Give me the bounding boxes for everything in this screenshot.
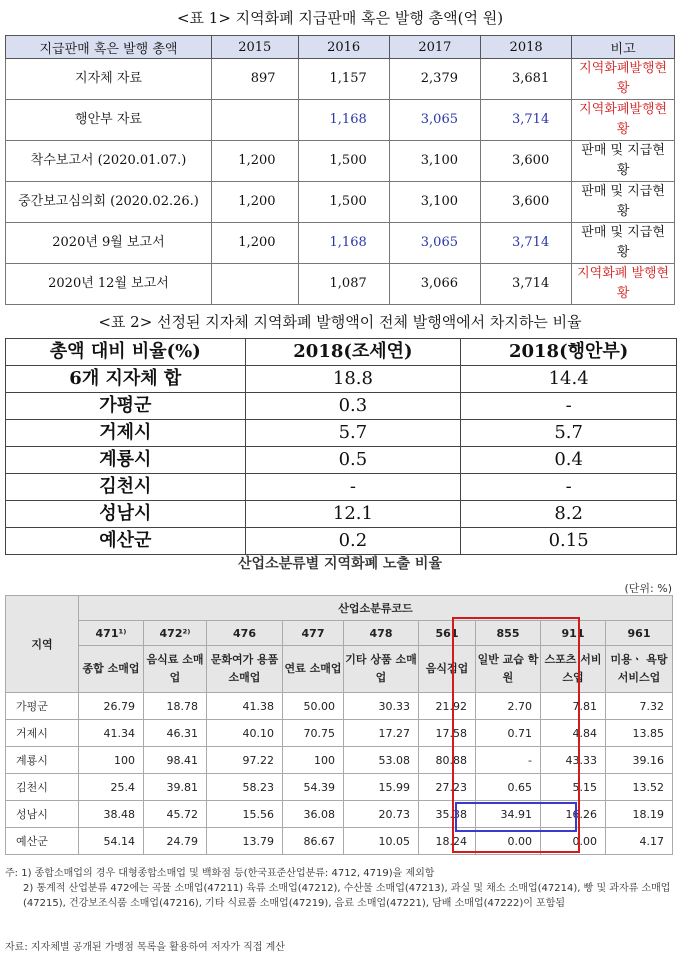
cell: 0.2 xyxy=(245,528,461,555)
footnote-2: 2) 통계적 산업분류 472에는 곡물 소매업(47211) 육류 소매업(47212), 수산물 소매업(47213), 과실 및 채소 소매업(47214), 빵 및 과자류 소매업(47215), 건강보조식품 소매업(47216), 기타 식료품 소매업(47219), 음료 소매업(47221), 담배 소매업(47222)이 포함됨 xyxy=(23,883,671,909)
cell: 14.4 xyxy=(461,366,677,393)
table-row xyxy=(6,774,673,801)
name-row xyxy=(6,646,673,693)
industry-name: 일반 교습 학원 xyxy=(476,646,541,693)
code-header: 476 xyxy=(207,621,283,646)
cell: 3,600 xyxy=(480,182,571,223)
note-cell: 지역화폐발행현황 xyxy=(572,100,675,141)
cell: 18.24 xyxy=(419,828,476,855)
table-row xyxy=(6,528,677,555)
table-row xyxy=(6,393,677,420)
column-header: 2017 xyxy=(389,36,480,59)
code-row xyxy=(6,621,673,646)
cell: 10.05 xyxy=(344,828,419,855)
row-label: 거제시 xyxy=(6,420,246,447)
industry-name: 기타 상품 소매업 xyxy=(344,646,419,693)
column-header: 2018 xyxy=(480,36,571,59)
cell: 17.58 xyxy=(419,720,476,747)
column-header: 2018(조세연) xyxy=(245,339,461,366)
note-cell: 판매 및 지급현황 xyxy=(572,182,675,223)
code-header: 961 xyxy=(606,621,673,646)
cell: - xyxy=(476,747,541,774)
table-row xyxy=(6,447,677,474)
cell: 3,066 xyxy=(389,264,480,305)
cell: 5.15 xyxy=(541,774,606,801)
cell xyxy=(211,100,298,141)
row-label: 예산군 xyxy=(6,528,246,555)
cell: 3,065 xyxy=(389,100,480,141)
cell xyxy=(211,264,298,305)
column-header: 2015 xyxy=(211,36,298,59)
table-row xyxy=(6,720,673,747)
table-row xyxy=(6,747,673,774)
cell: 0.3 xyxy=(245,393,461,420)
row-label: 가평군 xyxy=(6,393,246,420)
cell: 0.00 xyxy=(541,828,606,855)
region-label: 김천시 xyxy=(6,774,79,801)
row-label: 중간보고심의회 (2020.02.26.) xyxy=(6,182,212,223)
cell: 8.2 xyxy=(461,501,677,528)
region-header: 지역 xyxy=(6,596,79,693)
cell: 15.99 xyxy=(344,774,419,801)
table2-caption: <표 2> 선정된 지자체 지역화폐 발행액이 전체 발행액에서 차지하는 비율 xyxy=(98,313,582,331)
cell: 1,500 xyxy=(298,182,389,223)
table-header-row xyxy=(6,339,677,366)
industry-name: 연료 소매업 xyxy=(283,646,344,693)
cell: 897 xyxy=(211,59,298,100)
industry-exposure-table xyxy=(5,595,673,855)
cell: 3,600 xyxy=(480,141,571,182)
row-label: 착수보고서 (2020.01.07.) xyxy=(6,141,212,182)
footnote-1: 주: 1) 종합소매업의 경우 대형종합소매업 및 백화점 등(한국표준산업분류: 4712, 4719)을 제외함 xyxy=(5,868,435,879)
cell: 54.14 xyxy=(79,828,144,855)
cell: 38.48 xyxy=(79,801,144,828)
table-row xyxy=(6,223,675,264)
cell: 3,065 xyxy=(389,223,480,264)
cell: 100 xyxy=(79,747,144,774)
column-header: 2018(행안부) xyxy=(461,339,677,366)
code-header: 471¹⁾ xyxy=(79,621,144,646)
table-row xyxy=(6,828,673,855)
row-label: 행안부 자료 xyxy=(6,100,212,141)
cell: 18.19 xyxy=(606,801,673,828)
table-row xyxy=(6,141,675,182)
cell: 1,200 xyxy=(211,223,298,264)
cell: 2.70 xyxy=(476,693,541,720)
cell: 41.38 xyxy=(207,693,283,720)
cell: 3,714 xyxy=(480,100,571,141)
industry-name: 미용ㆍ 욕탕 서비스업 xyxy=(606,646,673,693)
cell: 1,087 xyxy=(298,264,389,305)
cell: 39.81 xyxy=(144,774,207,801)
group-header: 산업소분류코드 xyxy=(79,596,673,621)
cell: 13.79 xyxy=(207,828,283,855)
cell: 53.08 xyxy=(344,747,419,774)
cell: 20.73 xyxy=(344,801,419,828)
cell: 21.92 xyxy=(419,693,476,720)
cell: 25.4 xyxy=(79,774,144,801)
cell: 13.85 xyxy=(606,720,673,747)
cell: 0.65 xyxy=(476,774,541,801)
cell: 40.10 xyxy=(207,720,283,747)
cell: 1,168 xyxy=(298,223,389,264)
cell: 18.8 xyxy=(245,366,461,393)
table-row xyxy=(6,420,677,447)
code-header: 855 xyxy=(476,621,541,646)
table-row xyxy=(6,366,677,393)
region-label: 거제시 xyxy=(6,720,79,747)
code-header: 477 xyxy=(283,621,344,646)
column-header: 지급판매 혹은 발행 총액 xyxy=(6,36,212,59)
cell: 1,200 xyxy=(211,182,298,223)
cell: 58.23 xyxy=(207,774,283,801)
cell: 41.34 xyxy=(79,720,144,747)
cell: 13.52 xyxy=(606,774,673,801)
industry-name: 음식료 소매업 xyxy=(144,646,207,693)
cell: 3,714 xyxy=(480,264,571,305)
table-row xyxy=(6,264,675,305)
cell: 34.91 xyxy=(476,801,541,828)
cell: 5.7 xyxy=(245,420,461,447)
row-label: 6개 지자체 합 xyxy=(6,366,246,393)
cell: 54.39 xyxy=(283,774,344,801)
column-header: 2016 xyxy=(298,36,389,59)
cell: - xyxy=(461,474,677,501)
cell: 100 xyxy=(283,747,344,774)
cell: 1,157 xyxy=(298,59,389,100)
cell: 80.88 xyxy=(419,747,476,774)
cell: 7.32 xyxy=(606,693,673,720)
table-row xyxy=(6,801,673,828)
cell: 86.67 xyxy=(283,828,344,855)
table-row xyxy=(6,693,673,720)
figure3-title: 산업소분류별 지역화폐 노출 비율 xyxy=(238,556,442,572)
industry-name: 음식점업 xyxy=(419,646,476,693)
industry-name: 스포츠 서비스업 xyxy=(541,646,606,693)
cell: 0.00 xyxy=(476,828,541,855)
cell: 46.31 xyxy=(144,720,207,747)
row-label: 성남시 xyxy=(6,501,246,528)
code-header: 478 xyxy=(344,621,419,646)
cell: 5.7 xyxy=(461,420,677,447)
table-row xyxy=(6,182,675,223)
region-label: 예산군 xyxy=(6,828,79,855)
cell: 3,100 xyxy=(389,141,480,182)
note-cell: 판매 및 지급현황 xyxy=(572,223,675,264)
cell: 3,100 xyxy=(389,182,480,223)
column-header: 총액 대비 비율(%) xyxy=(6,339,246,366)
cell: 50.00 xyxy=(283,693,344,720)
table-row xyxy=(6,501,677,528)
cell: 17.27 xyxy=(344,720,419,747)
table-header-row xyxy=(6,36,675,59)
cell: 18.78 xyxy=(144,693,207,720)
cell: 4.84 xyxy=(541,720,606,747)
note-cell: 판매 및 지급현황 xyxy=(572,141,675,182)
cell: 24.79 xyxy=(144,828,207,855)
row-label: 2020년 12월 보고서 xyxy=(6,264,212,305)
cell: 98.41 xyxy=(144,747,207,774)
cell: 2,379 xyxy=(389,59,480,100)
row-label: 2020년 9월 보고서 xyxy=(6,223,212,264)
cell: 12.1 xyxy=(245,501,461,528)
industry-name: 종합 소매업 xyxy=(79,646,144,693)
cell: 1,500 xyxy=(298,141,389,182)
issuance-table xyxy=(5,35,675,305)
row-label: 계룡시 xyxy=(6,447,246,474)
cell: 7.81 xyxy=(541,693,606,720)
cell: 36.08 xyxy=(283,801,344,828)
region-label: 계룡시 xyxy=(6,747,79,774)
cell: 30.33 xyxy=(344,693,419,720)
cell: 43.33 xyxy=(541,747,606,774)
table-header-row xyxy=(6,596,673,621)
cell: 0.71 xyxy=(476,720,541,747)
source-note: 자료: 지자체별 공개된 가맹점 목록을 활용하여 저자가 직접 계산 xyxy=(5,942,285,953)
cell: 97.22 xyxy=(207,747,283,774)
cell: 0.15 xyxy=(461,528,677,555)
code-header: 911 xyxy=(541,621,606,646)
cell: 35.38 xyxy=(419,801,476,828)
industry-name: 문화여가 용품소매업 xyxy=(207,646,283,693)
cell: 15.56 xyxy=(207,801,283,828)
cell: - xyxy=(461,393,677,420)
code-header: 561 xyxy=(419,621,476,646)
table1-caption: <표 1> 지역화폐 지급판매 혹은 발행 총액(억 원) xyxy=(176,9,504,27)
cell: 70.75 xyxy=(283,720,344,747)
unit-label: (단위: %) xyxy=(624,582,672,595)
note-cell: 지역화폐 발행현황 xyxy=(572,264,675,305)
cell: 27.23 xyxy=(419,774,476,801)
row-label: 지자체 자료 xyxy=(6,59,212,100)
cell: 45.72 xyxy=(144,801,207,828)
cell: 1,200 xyxy=(211,141,298,182)
cell: 0.4 xyxy=(461,447,677,474)
cell: 3,714 xyxy=(480,223,571,264)
region-label: 성남시 xyxy=(6,801,79,828)
cell: 1,168 xyxy=(298,100,389,141)
cell: 4.17 xyxy=(606,828,673,855)
cell: 3,681 xyxy=(480,59,571,100)
row-label: 김천시 xyxy=(6,474,246,501)
region-label: 가평군 xyxy=(6,693,79,720)
column-header: 비고 xyxy=(572,36,675,59)
table-row xyxy=(6,59,675,100)
cell: 26.79 xyxy=(79,693,144,720)
table-row xyxy=(6,474,677,501)
note-cell: 지역화폐발행현황 xyxy=(572,59,675,100)
code-header: 472²⁾ xyxy=(144,621,207,646)
cell: 39.16 xyxy=(606,747,673,774)
cell: - xyxy=(245,474,461,501)
ratio-table xyxy=(5,338,677,555)
cell: 16.26 xyxy=(541,801,606,828)
table-row xyxy=(6,100,675,141)
cell: 0.5 xyxy=(245,447,461,474)
